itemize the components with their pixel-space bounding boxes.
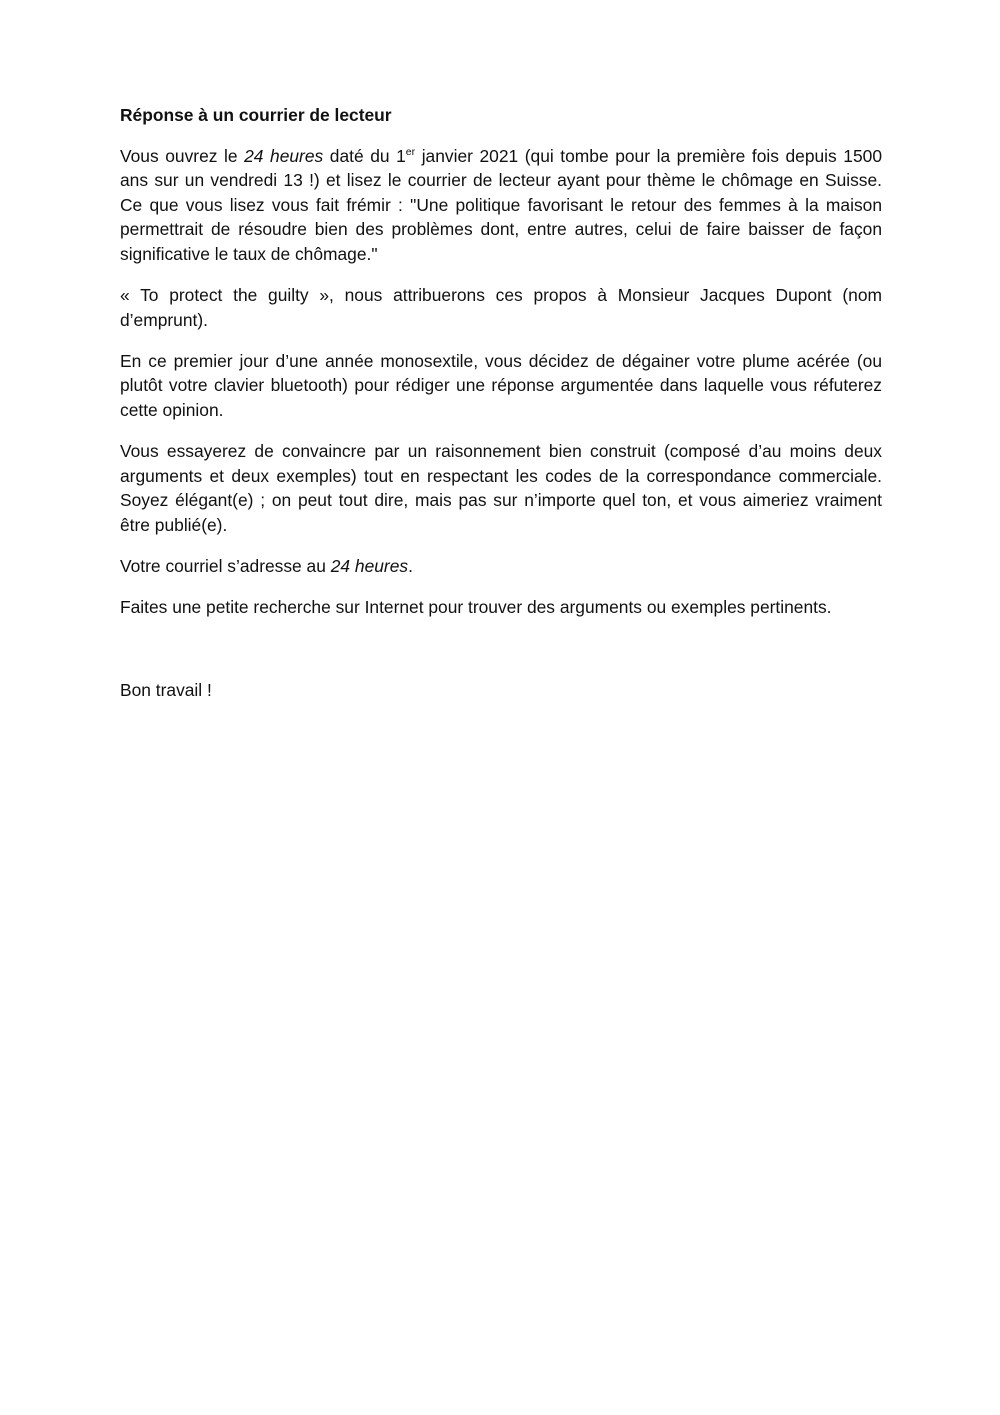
paragraph-instructions: Vous essayerez de convaincre par un raisonnement bien construit (composé d’au moins deux arguments et deux exemples) tout en respectant les codes de la correspondance commerciale. Soyez élégant(e) ; on peut tout dire, mais pas sur n’importe quel ton, et vous aimeriez vraiment être publié(e). (120, 441, 882, 535)
closing-line: Bon travail ! (120, 679, 212, 700)
document-body (120, 103, 882, 719)
paragraph-task: En ce premier jour d’une année monosextile, vous décidez de dégainer votre plume acérée (ou plutôt votre clavier bluetooth) pour rédiger une réponse argumentée dans laquelle vous réfuterez cette opinion. (120, 350, 882, 420)
newspaper-name-2: 24 heures (330, 555, 409, 576)
paragraph-recipient-text-a: Votre courriel s’adresse au (120, 555, 331, 576)
paragraph-recipient (120, 554, 882, 579)
paragraph-intro-text-a: Vous ouvrez le (120, 145, 245, 166)
paragraph-intro (120, 144, 882, 267)
paragraph-intro-text-c: janvier 2021 (qui tombe pour la première fois depuis 1500 ans sur un vendredi 13 !) et lisez le courrier de lecteur ayant pour thème le chômage en Suisse. Ce que vous lisez vous fait frémir : "Une politique favorisant le retour des femmes à la maison permettrait de résoudre bien des problèmes dont, entre autres, celui de faire baisser de façon significative le taux de chômage." (120, 145, 882, 264)
ordinal-superscript: er (405, 145, 416, 158)
paragraph-intro-text-b: daté du 1 (323, 145, 406, 166)
newspaper-name: 24 heures (244, 145, 324, 166)
paragraph-research: Faites une petite recherche sur Internet pour trouver des arguments ou exemples pertinents. (120, 597, 832, 617)
document-title: Réponse à un courrier de lecteur (120, 105, 392, 125)
paragraph-recipient-text-b: . (408, 555, 413, 576)
paragraph-attribution: « To protect the guilty », nous attribuerons ces propos à Monsieur Jacques Dupont (nom d’emprunt). (120, 285, 882, 330)
